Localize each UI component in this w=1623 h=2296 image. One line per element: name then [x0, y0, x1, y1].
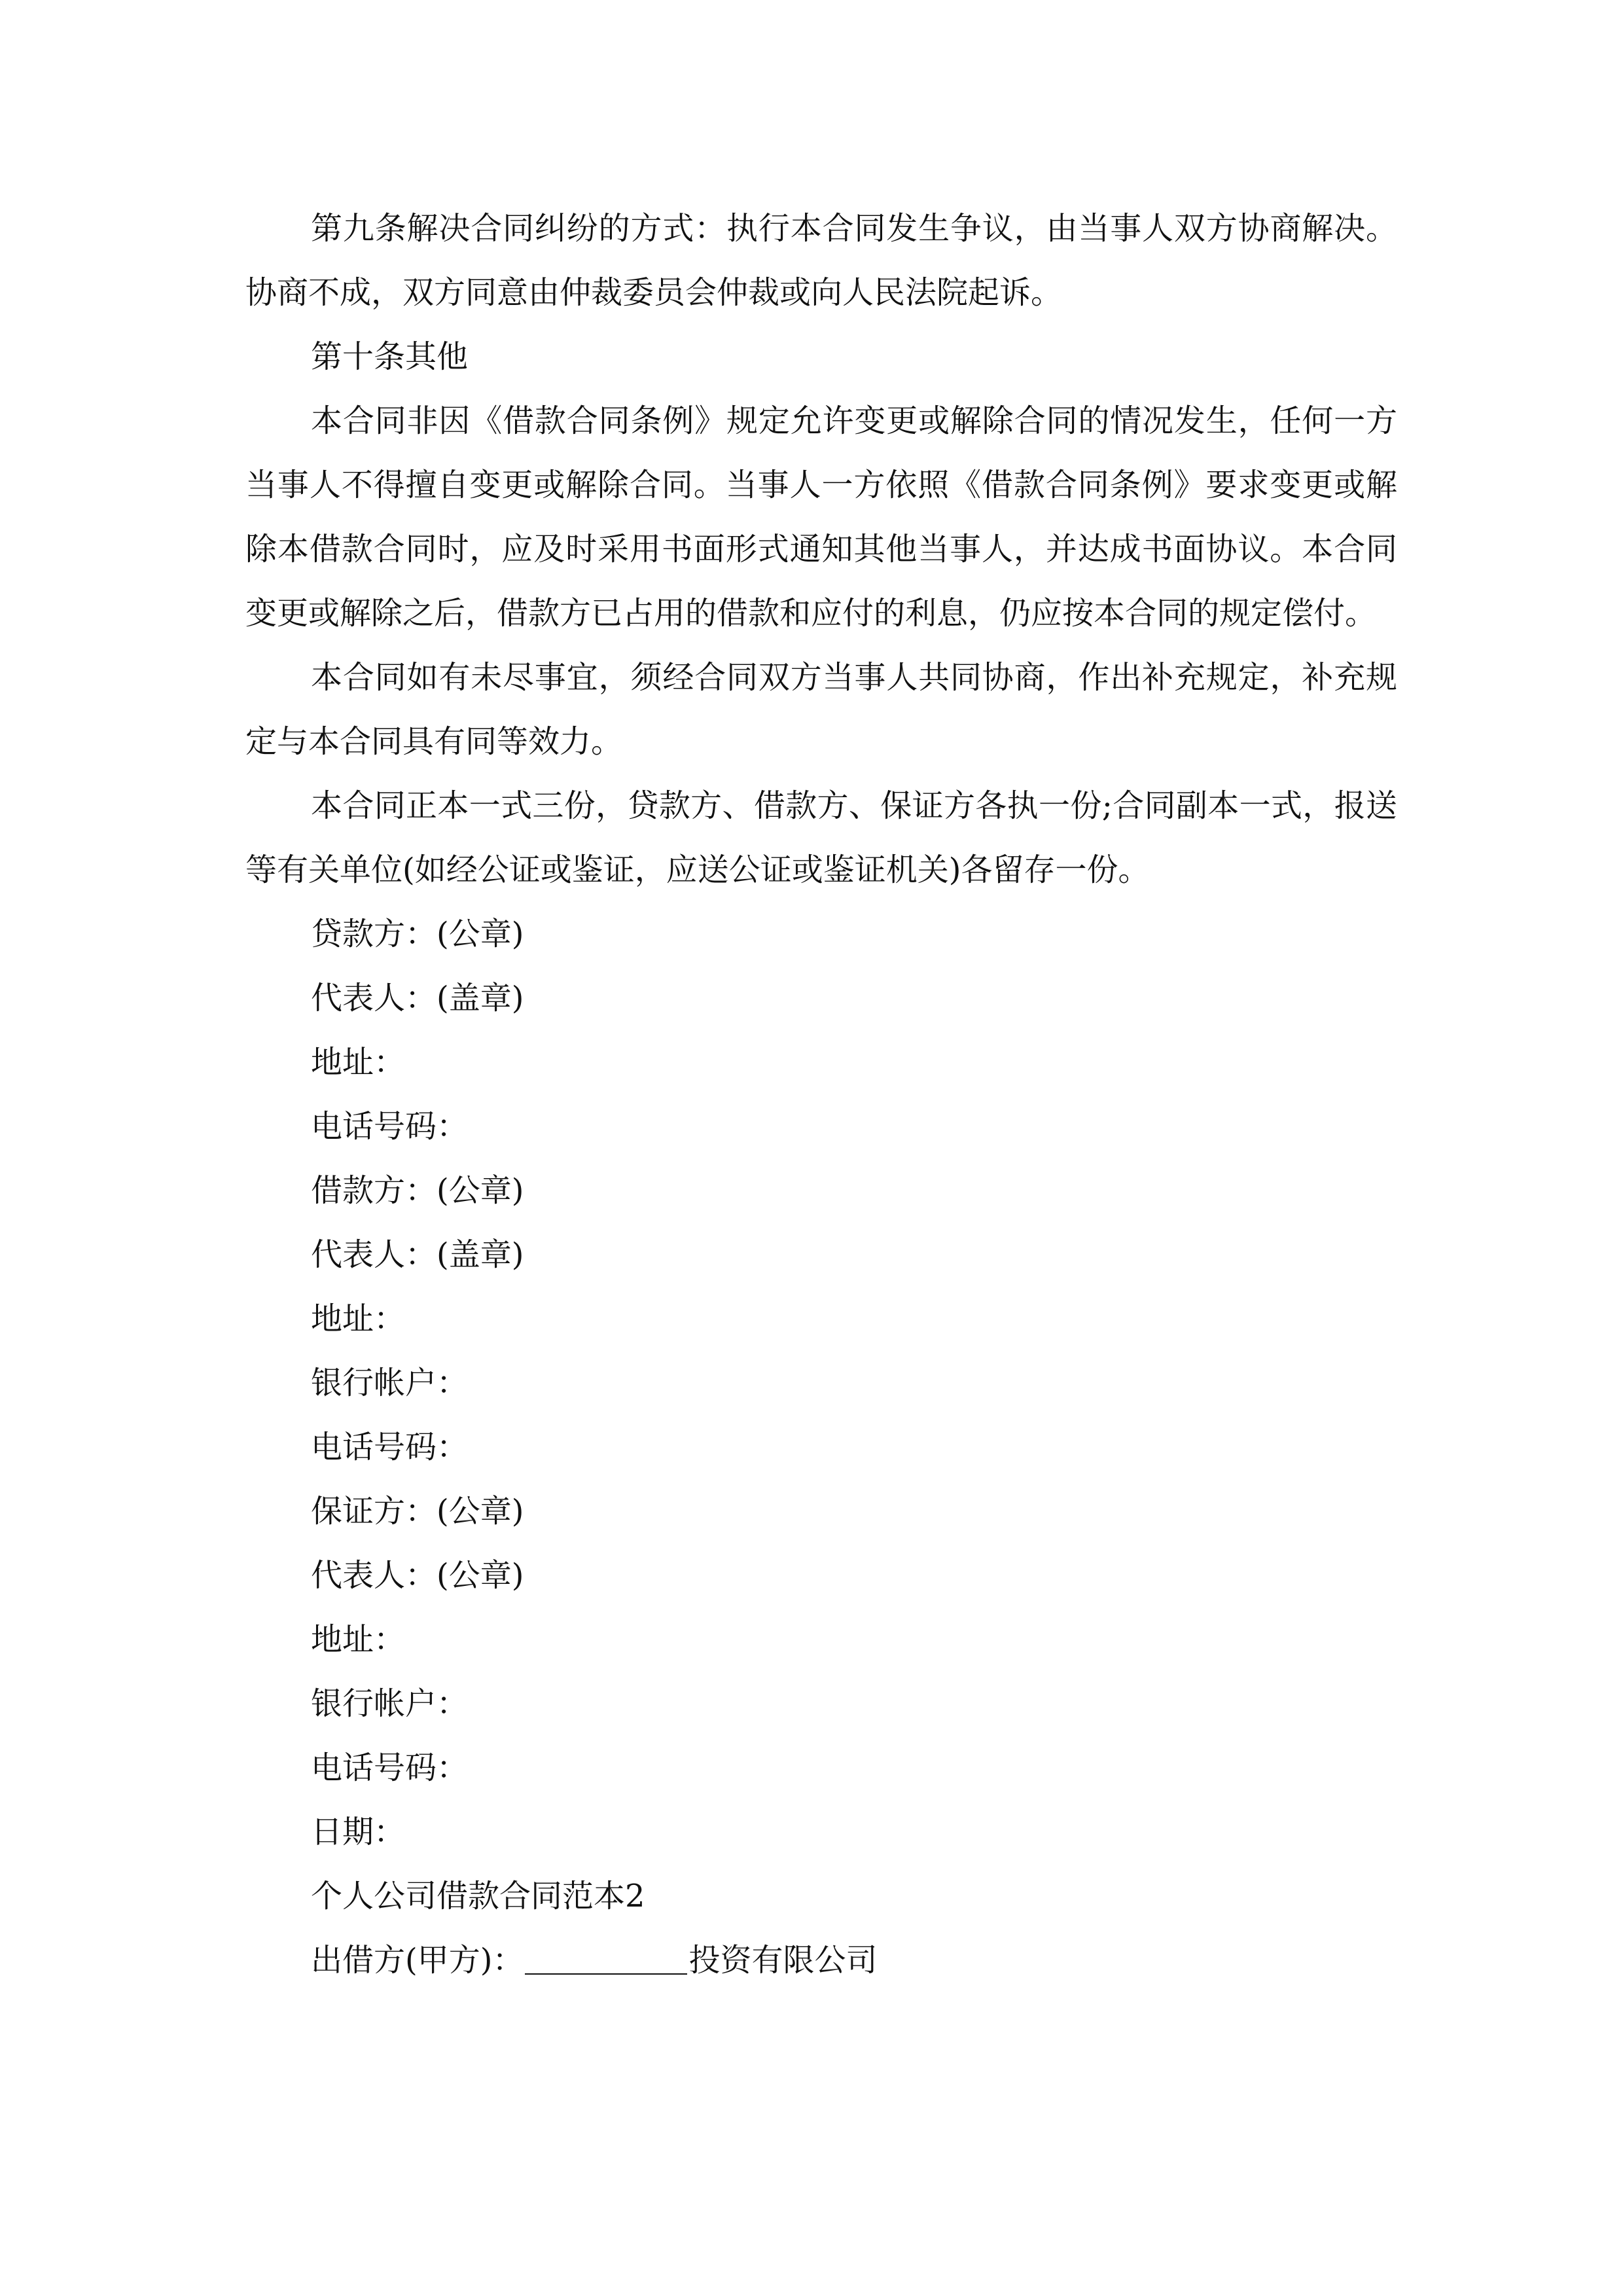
borrower-seal-line: 借款方：(公章) [311, 1172, 524, 1209]
lender-seal-line: 贷款方：(公章) [311, 916, 524, 952]
guarantor-address-line: 地址： [311, 1621, 406, 1658]
borrower-phone-line: 电话号码： [311, 1429, 469, 1465]
borrower-bank-account-line: 银行帐户： [311, 1365, 469, 1401]
article-10-paragraph-3: 本合同正本一式三份，贷款方、借款方、保证方各执一份;合同副本一式，报送等有关单位(如经公证或鉴证，应送公证或鉴证机关)各留存一份。 [245, 787, 1397, 888]
company-name-blank[interactable] [525, 1941, 687, 1975]
lender-party-a-line [245, 1928, 1397, 1992]
signature-block [245, 902, 1397, 1864]
lender-party-a-label: 出借方(甲方)： [311, 1942, 524, 1979]
lender-phone-line: 电话号码： [311, 1108, 469, 1145]
date-line: 日期： [311, 1814, 406, 1850]
guarantor-phone-line: 电话号码： [311, 1749, 469, 1786]
lender-address-line: 地址： [311, 1044, 406, 1081]
article-9-paragraph: 第九条解决合同纠纷的方式：执行本合同发生争议，由当事人双方协商解决。协商不成，双方同意由仲裁委员会仲裁或向人民法院起诉。 [245, 210, 1397, 311]
article-10-paragraph-2: 本合同如有未尽事宜，须经合同双方当事人共同协商，作出补充规定，补充规定与本合同具有同等效力。 [245, 659, 1397, 760]
lender-company-suffix: 投资有限公司 [688, 1942, 878, 1979]
guarantor-bank-account-line: 银行帐户： [311, 1685, 469, 1722]
template-2-title: 个人公司借款合同范本2 [311, 1878, 645, 1914]
document-body [245, 196, 1397, 1992]
guarantor-representative-line: 代表人：(公章) [311, 1557, 524, 1594]
lender-representative-line: 代表人：(盖章) [311, 980, 524, 1016]
borrower-representative-line: 代表人：(盖章) [311, 1236, 524, 1273]
article-10-heading: 第十条其他 [311, 338, 469, 375]
borrower-address-line: 地址： [311, 1300, 406, 1337]
guarantor-seal-line: 保证方：(公章) [311, 1493, 524, 1530]
article-10-paragraph-1: 本合同非因《借款合同条例》规定允许变更或解除合同的情况发生，任何一方当事人不得擅自变更或解除合同。当事人一方依照《借款合同条例》要求变更或解除本借款合同时，应及时采用书面形式通知其他当事人，并达成书面协议。本合同变更或解除之后，借款方已占用的借款和应付的利息，仍应按本合同的规定偿付。 [245, 403, 1397, 632]
